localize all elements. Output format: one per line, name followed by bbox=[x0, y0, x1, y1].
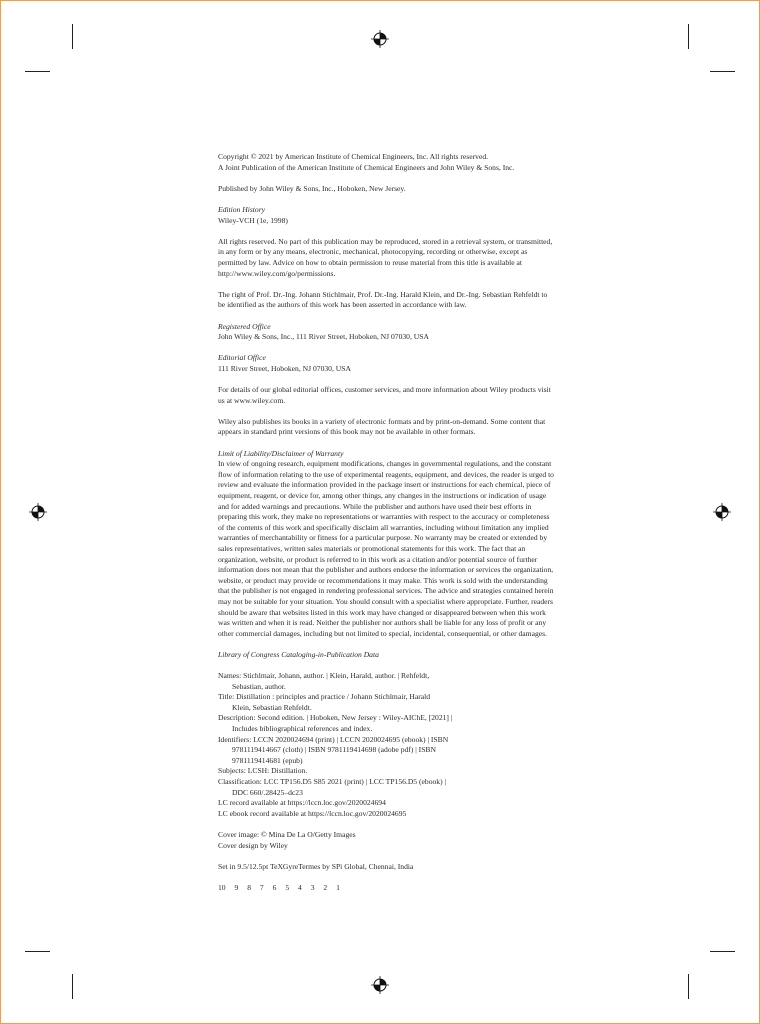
cip-line: Sebastian, author. bbox=[232, 681, 286, 691]
cip-line: 9781119414681 (epub) bbox=[232, 755, 303, 765]
liability-line: was written and when it is read. Neither the publisher nor authors shall be liable for any loss of profit or any bbox=[218, 618, 547, 628]
rights-statement bbox=[218, 237, 613, 279]
liability-line: information does not mean that the publisher and authors endorse the information or services the organization, bbox=[218, 565, 554, 575]
cip-line: Identifiers: LCCN 2020024694 (print) | LCCN 2020024695 (ebook) | ISBN bbox=[218, 734, 449, 744]
rights-line: permitted by law. Advice on how to obtain permission to reuse material from this title is available at bbox=[218, 257, 523, 267]
print-number: 3 bbox=[310, 882, 315, 892]
global-offices-line: us at www.wiley.com. bbox=[218, 395, 286, 405]
edition-history-heading: Edition History bbox=[218, 204, 266, 214]
crop-mark bbox=[25, 951, 50, 952]
print-number: 8 bbox=[247, 882, 251, 892]
registration-mark-icon bbox=[371, 30, 389, 48]
cover-line: Cover design by Wiley bbox=[218, 840, 288, 850]
cip-line: DDC 660/.28425–dc23 bbox=[232, 787, 303, 797]
print-number: 10 bbox=[218, 882, 226, 892]
liability-line: sales representatives, written sales materials or promotional statements for this work. The fact that an bbox=[218, 543, 526, 553]
formats-statement bbox=[218, 417, 613, 438]
editorial-office-text: 111 River Street, Hoboken, NJ 07030, USA bbox=[218, 363, 351, 373]
liability-line: may not be suitable for your situation. You should consult with a specialist where appropriate. Further, readers bbox=[218, 596, 554, 606]
liability-line: In view of ongoing research, equipment modifications, changes in governmental regulations, and the constant bbox=[218, 459, 552, 469]
print-number: 2 bbox=[323, 882, 328, 892]
edition-history-text: Wiley-VCH (1e, 1998) bbox=[218, 215, 288, 225]
global-offices-statement bbox=[218, 385, 613, 406]
crop-mark bbox=[25, 71, 50, 72]
published-by: Published by John Wiley & Sons, Inc., Hoboken, New Jersey. bbox=[218, 183, 406, 193]
liability-line: other commercial damages, including but not limited to special, incidental, consequential, or other damages. bbox=[218, 628, 547, 638]
crop-mark bbox=[688, 24, 689, 49]
liability-line: should be aware that websites listed in this work may have changed or disappeared between when this work bbox=[218, 607, 546, 617]
crop-mark bbox=[72, 24, 73, 49]
crop-mark bbox=[688, 974, 689, 999]
rights-line: All rights reserved. No part of this publication may be reproduced, stored in a retrieval system, or transmitted, bbox=[218, 236, 553, 246]
registration-mark-icon bbox=[29, 503, 47, 521]
liability-line: warranties of merchantability or fitness for a particular purpose. No warranty may be created or extended by bbox=[218, 533, 548, 543]
rights-line: in any form or by any means, electronic, mechanical, photocopying, recording or otherwise, except as bbox=[218, 247, 528, 257]
cip-line: Description: Second edition. | Hoboken, New Jersey : Wiley-AIChE, [2021] | bbox=[218, 713, 453, 723]
liability-line: flow of information relating to the use of experimental reagents, equipment, and devices, the reader is urged to bbox=[218, 469, 554, 479]
liability-line: and for added warnings and precautions. While the publisher and authors have used their best efforts in bbox=[218, 501, 532, 511]
cip-line: Subjects: LCSH: Distillation. bbox=[218, 766, 308, 776]
cover-line: Cover image: © Mina De La O/Getty Images bbox=[218, 830, 356, 839]
crop-mark bbox=[710, 71, 735, 72]
registered-office-heading: Registered Office bbox=[218, 321, 271, 331]
cip-line: Title: Distillation : principles and practice / Johann Stichlmair, Harald bbox=[218, 692, 430, 702]
rights-line: http://www.wiley.com/go/permissions. bbox=[218, 268, 336, 278]
formats-line: Wiley also publishes its books in a variety of electronic formats and by print-on-demand. Some content that bbox=[218, 416, 546, 426]
authors-right-statement bbox=[218, 290, 613, 311]
global-offices-line: For details of our global editorial offices, customer services, and more information about Wiley products visit bbox=[218, 385, 551, 395]
copyright-notice bbox=[218, 152, 613, 173]
registered-office-text: John Wiley & Sons, Inc., 111 River Street, Hoboken, NJ 07030, USA bbox=[218, 332, 429, 342]
editorial-office-heading: Editorial Office bbox=[218, 353, 266, 363]
copyright-page-text bbox=[218, 152, 613, 894]
crop-mark bbox=[710, 951, 735, 952]
liability-line: equipment, reagent, or device for, among other things, any changes in the instructions or indication of usage bbox=[218, 491, 547, 500]
authors-right-line: be identified as the authors of this work has been asserted in accordance with law. bbox=[218, 300, 467, 310]
cip-heading: Library of Congress Cataloging-in-Publication Data bbox=[218, 649, 379, 659]
cover-credits bbox=[218, 830, 613, 851]
liability-heading: Limit of Liability/Disclaimer of Warranty bbox=[218, 448, 344, 458]
authors-right-line: The right of Prof. Dr.-Ing. Johann Stichlmair, Prof. Dr.-Ing. Harald Klein, and Dr.-Ing. Sebastian Rehfeldt to bbox=[218, 289, 548, 299]
cip-data bbox=[218, 671, 613, 819]
print-number: 4 bbox=[298, 882, 302, 892]
cip-line: Includes bibliographical references and index. bbox=[232, 724, 373, 734]
liability-disclaimer bbox=[218, 459, 613, 639]
print-number: 6 bbox=[272, 882, 277, 892]
crop-mark bbox=[72, 974, 73, 999]
liability-line: that the publisher is not engaged in rendering professional services. The advice and strategies contained herein bbox=[218, 586, 554, 596]
cip-line: Classification: LCC TP156.D5 S85 2021 (print) | LCC TP156.D5 (ebook) | bbox=[218, 777, 447, 787]
liability-line: of the contents of this work and specifically disclaim all warranties, including without limitation any implied bbox=[218, 522, 549, 532]
registration-mark-icon bbox=[371, 976, 389, 994]
print-number: 5 bbox=[285, 882, 290, 892]
registration-mark-icon bbox=[713, 503, 731, 521]
cip-line: 9781119414667 (cloth) | ISBN 9781119414698 (adobe pdf) | ISBN bbox=[232, 745, 436, 755]
liability-line: organization, website, or product is referred to in this work as a citation and/or potential source of further bbox=[218, 554, 538, 564]
print-number: 9 bbox=[234, 882, 239, 892]
print-line bbox=[218, 883, 613, 894]
copyright-line: Copyright © 2021 by American Institute of Chemical Engineers, Inc. All rights reserved. bbox=[218, 152, 489, 161]
liability-line: review and evaluate the information provided in the package insert or instructions for each chemical, piece of bbox=[218, 480, 551, 490]
typeset-statement: Set in 9.5/12.5pt TeXGyreTermes by SPi Global, Chennai, India bbox=[218, 861, 414, 871]
cip-line: Names: Stichlmair, Johann, author. | Klein, Harald, author. | Rehfeldt, bbox=[218, 671, 430, 681]
liability-line: preparing this work, they make no representations or warranties with respect to the accuracy or completeness bbox=[218, 512, 550, 522]
print-number: 1 bbox=[336, 882, 340, 892]
cip-line: Klein, Sebastian Rehfeldt. bbox=[232, 702, 312, 712]
cip-line: LC ebook record available at https://lccn.loc.gov/2020024695 bbox=[218, 808, 407, 818]
cip-line: LC record available at https://lccn.loc.gov/2020024694 bbox=[218, 798, 386, 808]
copyright-line: A Joint Publication of the American Institute of Chemical Engineers and John Wiley & Sons, Inc. bbox=[218, 162, 515, 172]
formats-line: appears in standard print versions of this book may not be available in other formats. bbox=[218, 427, 476, 437]
liability-line: website, or product may provide or recommendations it may make. This work is sold with the understanding bbox=[218, 575, 548, 585]
print-number: 7 bbox=[259, 882, 264, 892]
